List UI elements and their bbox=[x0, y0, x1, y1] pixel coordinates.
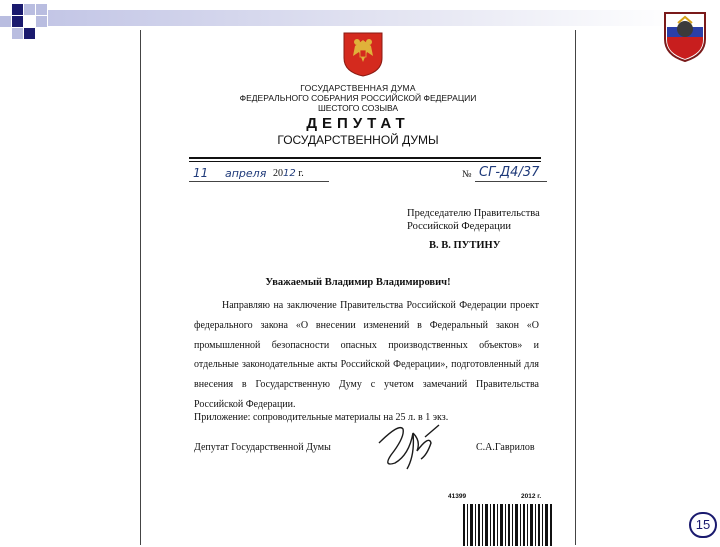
signature-icon bbox=[369, 415, 449, 475]
coat-of-arms-icon bbox=[341, 30, 385, 78]
number-label: № bbox=[462, 169, 472, 180]
number-value: СГ-Д4/37 bbox=[479, 165, 540, 180]
letter-body: Направляю на заключение Правительства Российской Федерации проект федерального закона «О внесении изменений в Федеральный закон «О промышленной безопасности опасных производственных объектов» и отдельные законодательные акты Российской Федерации», подготовленный для внесения в Государственную Думу с учетом замечаний Правительства Российской Федерации. bbox=[194, 300, 539, 410]
greeting: Уважаемый Владимир Владимирович! bbox=[265, 277, 451, 288]
addressee-name: В. В. ПУТИНУ bbox=[429, 240, 501, 251]
registry-number: 41399 bbox=[448, 493, 467, 500]
date-year-prefix: 20 bbox=[273, 168, 283, 179]
addressee-line-1: Председателю Правительства bbox=[407, 208, 540, 219]
deputy-title: ДЕПУТАТ bbox=[306, 115, 410, 132]
header-gradient-bar bbox=[48, 10, 678, 26]
date-year-suffix: г. bbox=[298, 168, 304, 179]
party-emblem-icon bbox=[661, 9, 709, 63]
barcode-icon bbox=[461, 502, 556, 547]
header-line-1: ГОСУДАРСТВЕННАЯ ДУМА bbox=[300, 83, 416, 93]
header-rule-thin bbox=[189, 161, 541, 162]
header-line-2: ФЕДЕРАЛЬНОГО СОБРАНИЯ РОССИЙСКОЙ ФЕДЕРАЦИИ bbox=[239, 93, 477, 103]
date-month: апреля bbox=[225, 167, 267, 180]
date-year bbox=[273, 168, 304, 179]
scanned-letter bbox=[140, 30, 576, 545]
date-number-row bbox=[189, 165, 549, 186]
number-underline bbox=[475, 181, 547, 182]
header-line-3: ШЕСТОГО СОЗЫВА bbox=[317, 103, 399, 113]
header-rule-thick bbox=[189, 157, 541, 159]
attachment-note: Приложение: сопроводительные материалы на 25 л. в 1 экз. bbox=[194, 412, 449, 423]
duma-title: ГОСУДАРСТВЕННОЙ ДУМЫ bbox=[277, 133, 439, 147]
date-underline bbox=[189, 181, 329, 182]
addressee-line-2: Российской Федерации bbox=[407, 221, 511, 232]
date-day: 11 bbox=[193, 166, 209, 180]
slide-number: 15 bbox=[689, 512, 717, 538]
date-year-hand: 12 bbox=[283, 168, 296, 179]
registry-year: 2012 г. bbox=[521, 493, 542, 500]
signer-role: Депутат Государственной Думы bbox=[194, 442, 331, 453]
signer-name: С.А.Гаврилов bbox=[476, 442, 535, 453]
